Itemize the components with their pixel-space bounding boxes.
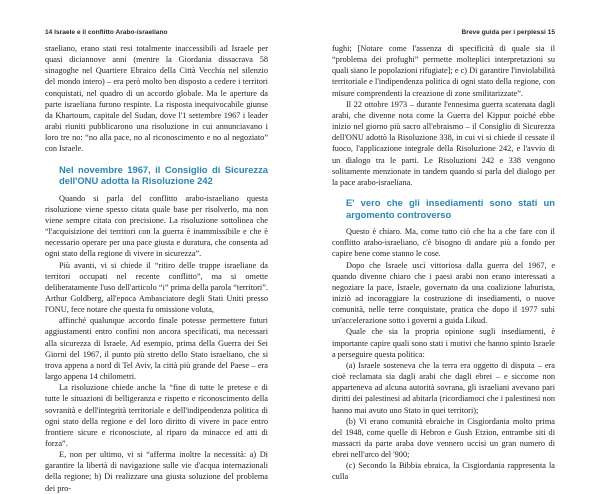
paragraph: affinché qualunque accordo finale potesse permettere futuri aggiustamenti entro confini non ancora specificati, ma necessari alla sicurezza di Israele. Ad esempio, prima della Guerra dei Sei Giorni del 1967, il punto più stretto dello Stato israeliano, che si trova appena a nord di Tel Aviv, la città più grande del Paese – era largo appena 14 chilometri. [45, 316, 268, 382]
paragraph: Più avanti, vi si chiede il “ritiro delle truppe israeliane da territori occupati nel recente conflitto”, ma si omette deliberatamente l'uso dell'articolo “i” prima della parola “territori”. Arthur Goldberg, all'epoca Ambasciatore degli Stati Uniti presso l'ONU, fece notare che questa fu omissione voluta, [45, 260, 268, 315]
paragraph: Dopo che Israele uscì vittoriosa dalla guerra del 1967, e quando divenne chiaro che i paesi arabi non erano interessati a negoziare la pace, Israele, governato da una coalizione laburista, iniziò ad incoraggiare la costruzione di insediamenti, o nuove comunità, nelle terre conquistate, pratica che dopo il 1977 subì un'accelerazione sotto i governi a guida Likud. [332, 260, 555, 326]
left-page-body [45, 43, 268, 494]
section-heading-resolution-242: Nel novembre 1967, il Consiglio di Sicurezza dell'ONU adotta la Risoluzione 242 [59, 163, 268, 187]
right-page-body [332, 43, 555, 483]
paragraph: Il 22 ottobre 1973 – durante l'ennesima guerra scatenata dagli arabi, che divenne nota come la Guerra del Kippur poiché ebbe inizio nel giorno più sacro all'ebraismo – il Consiglio di Sicurezza dell'ONU adottò la Risoluzione 338, in cui vi si chiede il cessate il fuoco, l'applicazione integrale della Risoluzione 242, e l'avvio di un dialogo tra le parti. Le Risoluzioni 242 e 338 vengono solitamente menzionate in tandem quando si parla del dialogo per la pace arabo-israeliana. [332, 99, 555, 187]
list-item: (a) Israele sosteneva che la terra era oggetto di disputa – era cioè reclamata sia dagli arabi che dagli ebrei – e siccome non apparteneva ad alcuna autorità sovrana, gli israeliani avevano pari diritti dei palestinesi ad abitarla (ricordiamoci che i palestinesi non hanno mai avuto uno Stato in quei territori); [332, 360, 555, 415]
paragraph: Questo è chiaro. Ma, come tutto ciò che ha a che fare con il conflitto arabo-israeliano, c'è bisogno di andare più a fondo per capire bene come stanno le cose. [332, 227, 555, 259]
paragraph: Quando si parla del conflitto arabo-israeliano questa risoluzione viene spesso citata quale base per risolverlo, ma non viene sempre citata con precisione. La risoluzione sottolinea che “l'acquisizione dei territori con la guerra è inammissibile e che è necessario operare per una pace giusta e duratura, che consenta ad ogni stato della regione di vivere in sicurezza”. [45, 193, 268, 259]
paragraph: E, non per ultimo, vi si “afferma inoltre la necessità: a) Di garantire la libertà di navigazione sulle vie d'acqua internazionali della regione; b) Di realizzare una giusta soluzione del problema dei pro- [45, 450, 268, 493]
right-page [300, 0, 600, 482]
paragraph: La risoluzione chiede anche la “fine di tutte le pretese e di tutte le situazioni di belligeranza e rispetto e riconoscimento della sovranità e dell'integrità territoriale e dell'indipendenza politica di ogni stato della regione e del loro diritto di vivere in pace entro frontiere sicure e riconosciute, al riparo da minacce ed atti di forza”. [45, 383, 268, 448]
paragraph: Quale che sia la propria opinione sugli insediamenti, è importante capire quali sono stati i motivi che hanno spinto Israele a perseguire questa politica: [332, 327, 555, 359]
running-head-right: Breve guida per i perplessi 15 [461, 29, 555, 36]
paragraph: fughi; [Notare come l'assenza di specificità di quale sia il “problema dei profughi” permette molteplici interpretazioni su quali siano le popolazioni rifugiate]; e c) Di garantire l'inviolabilità territoriale e l'indipendenza politica di ogni stato della regione, con misure comprendenti la creazione di zone smilitarizzate”. [332, 44, 555, 98]
list-item: (b) Vi erano comunità ebraiche in Cisgiordania molto prima del 1948, come quelle di Hebron e Gush Etzion, entrambe siti di massacri da parte araba dove vennero uccisi un gran numero di ebrei nell'arco del '900; [332, 416, 555, 460]
left-page [0, 0, 300, 493]
paragraph: sraeliano, erano stati resi totalmente inaccessibili ad Israele per quasi diciannove anni (mentre la Giordania dissacrava 58 sinagoghe nel Quartiere Ebraico della Città Vecchia nel silenzio del mondo intero) – era però molto ben disposto a cedere i territori conquistati, nel quadro di un accordo globale. Ma le aperture da parte israeliana furono respinte. La risposta inequivocabile giunse da Khartoum, capitale del Sudan, dove l'1 settembre 1967 i leader arabi riuniti pubblicarono una risoluzione in cui annunciavano i loro tre no: “no alla pace, no al riconoscimento e no al negoziato” con Israele. [45, 44, 268, 154]
section-heading-settlements: E' vero che gli insediamenti sono stati un argomento controverso [346, 197, 555, 220]
running-head-left: 14 Israele e il conflitto Arabo-israeliano [45, 29, 168, 36]
list-item: (c) Secondo la Bibbia ebraica, la Cisgiordania rappresenta la culla [332, 461, 555, 482]
